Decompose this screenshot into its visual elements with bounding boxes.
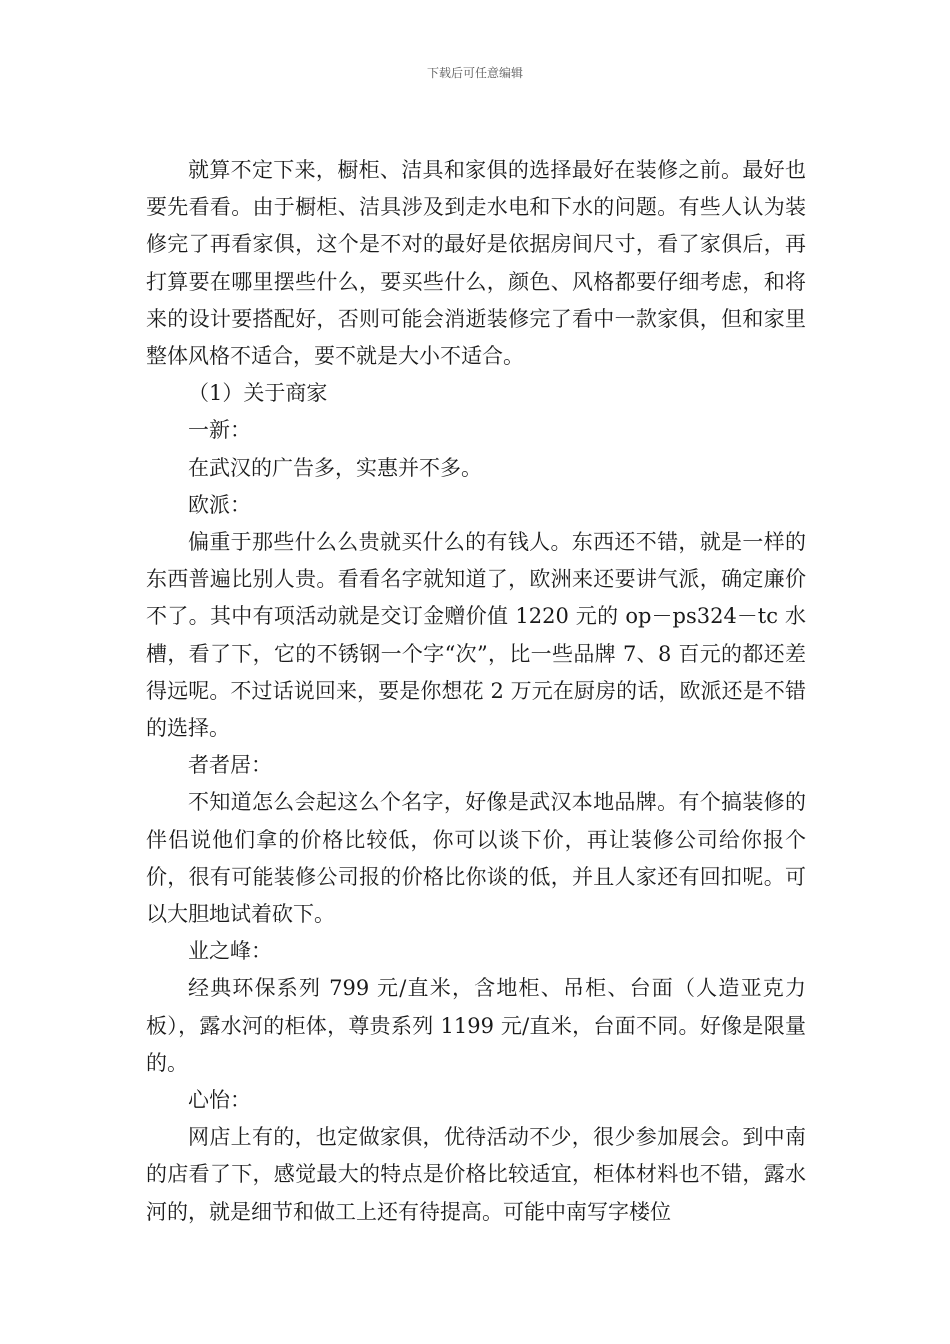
brand-heading: 者者居： [188, 753, 272, 778]
paragraph: 不知道怎么会起这么个名字，好像是武汉本地品牌。有个搞装修的伴侣说他们拿的价格比较低，你可以谈下价，再让装修公司给你报个价，很有可能装修公司报的价格比你谈的低，并且人家还有回扣呢。可以大胆地试着砍下。 [146, 790, 806, 927]
document-body [146, 152, 806, 1231]
paragraph: 偏重于那些什么么贵就买什么的有钱人。东西还不错，就是一样的东西普遍比别人贵。看看名字就知道了，欧洲来还要讲气派，确定廉价不了。其中有项活动就是交订金赠价值 1220 元的 op－ps324－tc 水槽，看了下，它的不锈钢一个字“次”，比一些品牌 7、8 百元的都还差得远呢。不过话说回来，要是你想花 2 万元在厨房的话，欧派还是不错的选择。 [146, 530, 806, 741]
paragraph: 网店上有的，也定做家俱，优待活动不少，很少参加展会。到中南的店看了下，感觉最大的特点是价格比较适宜，柜体材料也不错，露水河的，就是细节和做工上还有待提高。可能中南写字楼位 [146, 1125, 806, 1224]
page-header: 下载后可任意编辑 [426, 66, 523, 80]
brand-heading: 业之峰： [188, 939, 272, 964]
paragraph: 在武汉的广告多，实惠并不多。 [188, 455, 482, 480]
paragraph: 就算不定下来，橱柜、洁具和家俱的选择最好在装修之前。最好也要先看看。由于橱柜、洁具涉及到走水电和下水的问题。有些人认为装修完了再看家俱，这个是不对的最好是依据房间尺寸，看了家俱后，再打算要在哪里摆些什么，要买些什么，颜色、风格都要仔细考虑，和将来的设计要搭配好，否则可能会消逝装修完了看中一款家俱，但和家里整体风格不适合，要不就是大小不适合。 [146, 158, 806, 369]
brand-heading: 心怡： [188, 1088, 251, 1113]
section-heading: （1）关于商家 [188, 381, 328, 406]
brand-heading: 一新： [188, 418, 251, 443]
paragraph: 经典环保系列 799 元/直米，含地柜、吊柜、台面（人造亚克力板），露水河的柜体，尊贵系列 1199 元/直米，台面不同。好像是限量的。 [146, 976, 806, 1075]
brand-heading: 欧派： [188, 492, 251, 517]
